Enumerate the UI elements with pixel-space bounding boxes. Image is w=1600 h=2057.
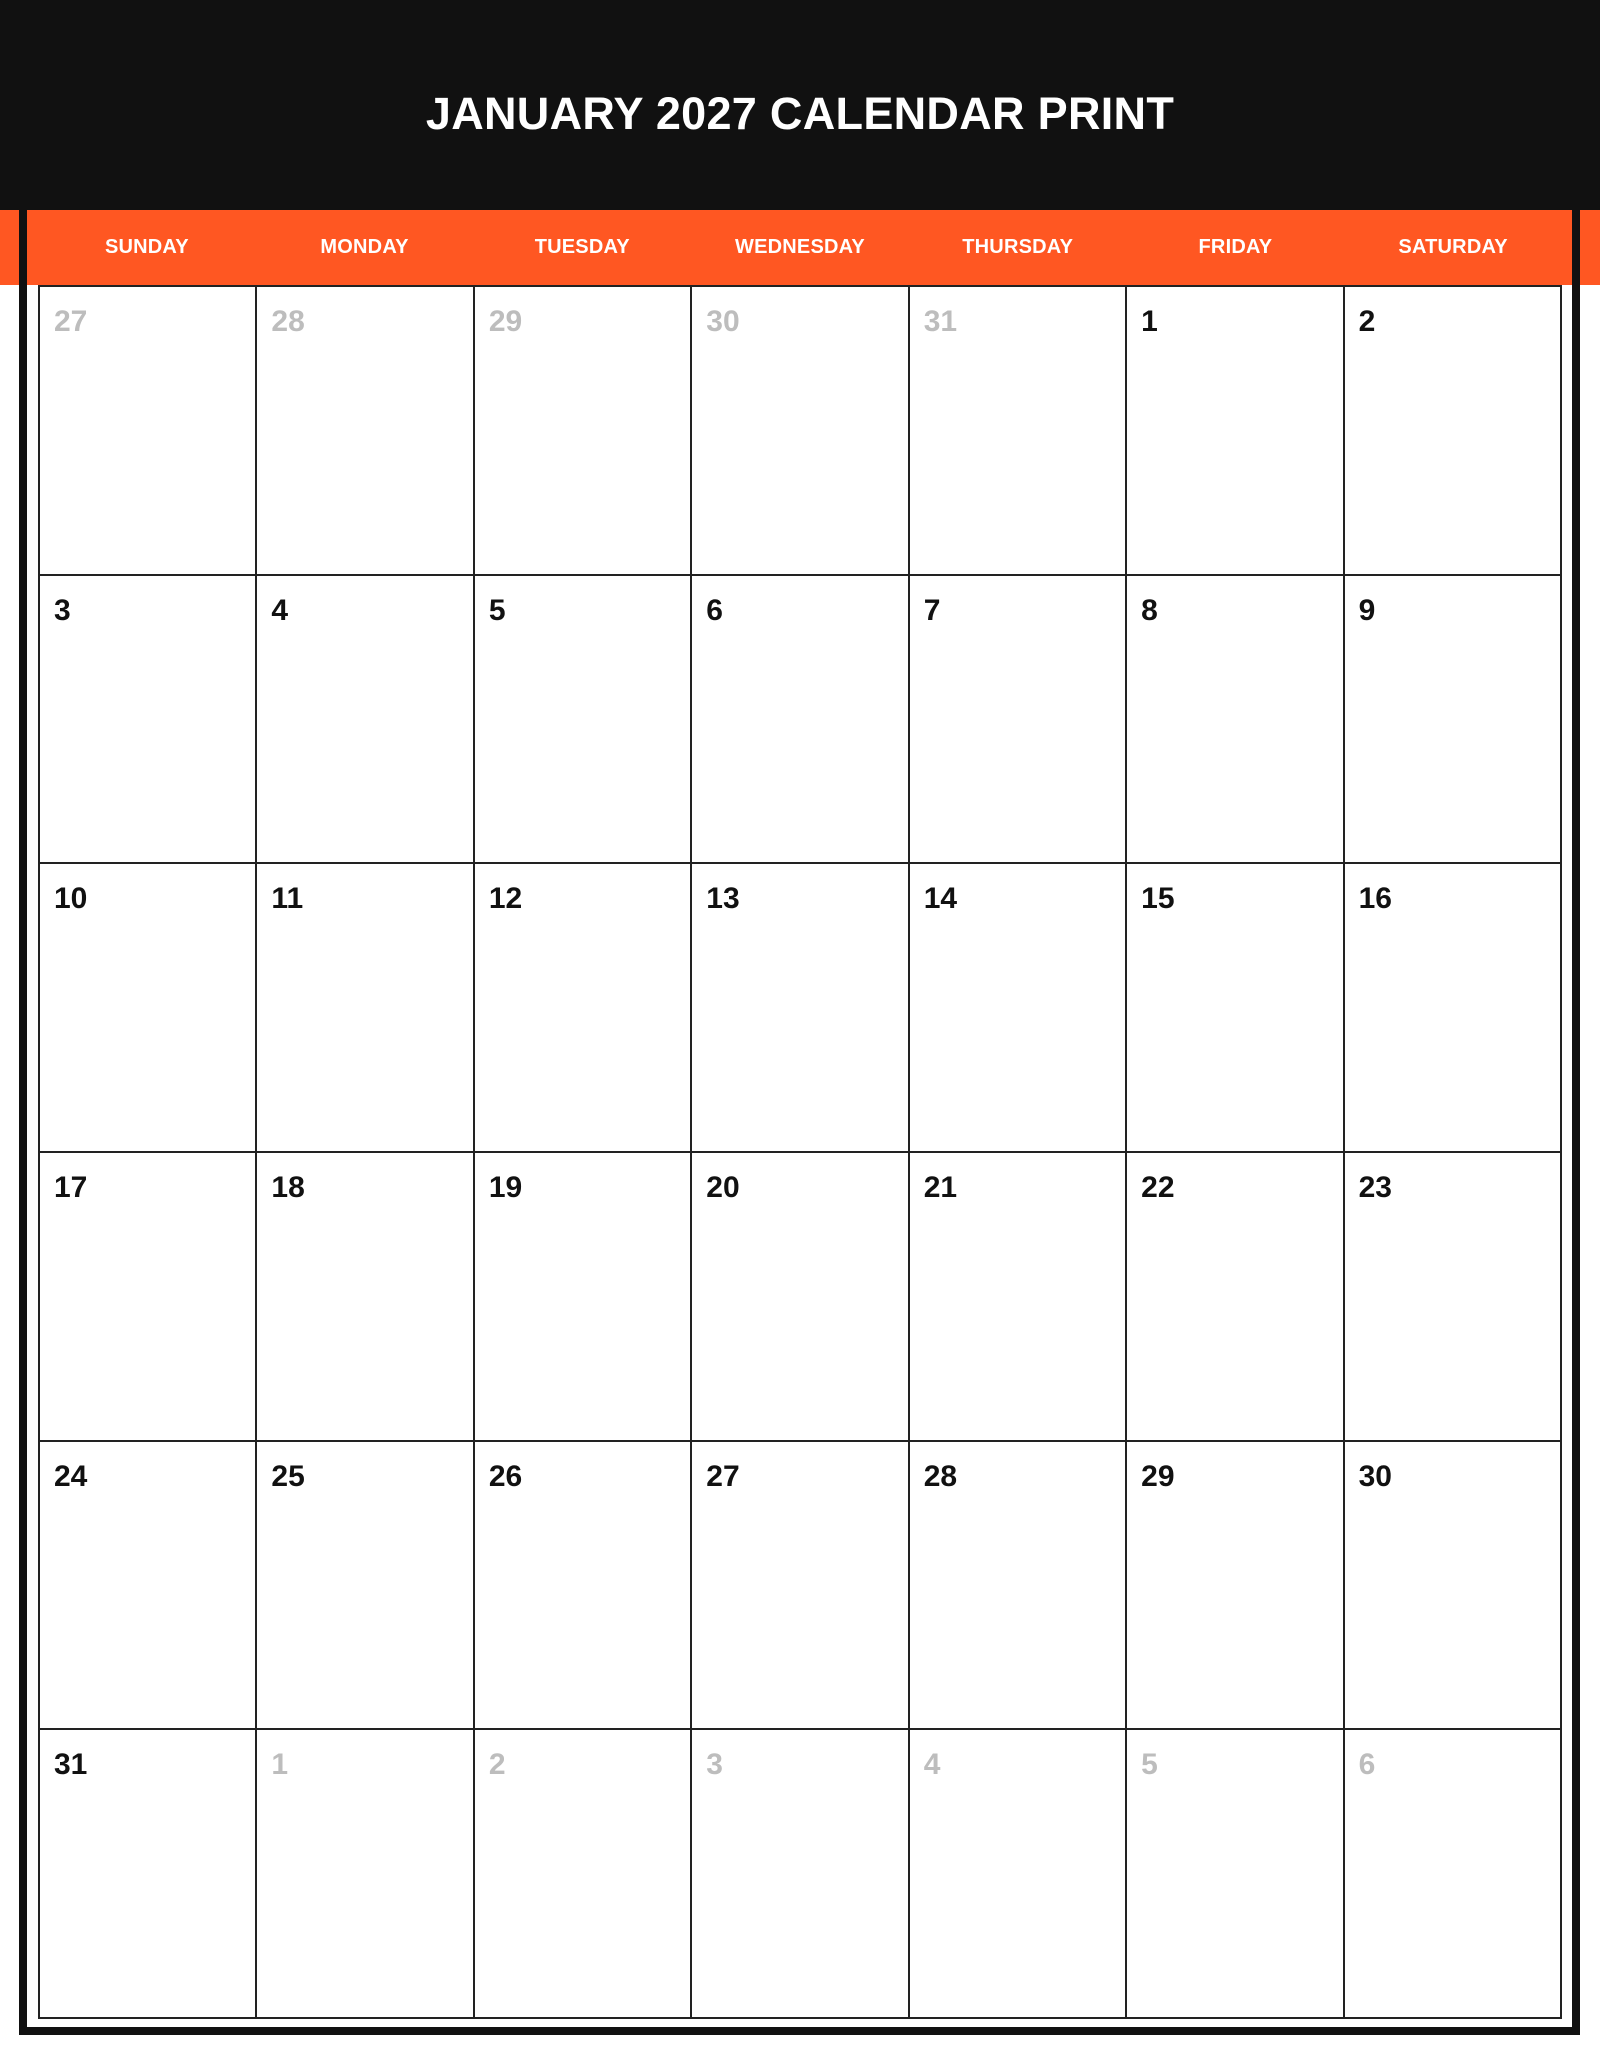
day-cell[interactable] bbox=[1345, 576, 1562, 865]
day-number: 13 bbox=[706, 882, 740, 916]
weekday-friday: FRIDAY bbox=[1198, 236, 1273, 258]
day-number: 22 bbox=[1141, 1170, 1175, 1204]
day-cell[interactable] bbox=[257, 287, 474, 576]
day-cell[interactable] bbox=[1345, 864, 1562, 1153]
day-cell[interactable] bbox=[910, 287, 1127, 576]
day-cell[interactable] bbox=[1127, 1153, 1344, 1442]
day-cell[interactable] bbox=[692, 864, 909, 1153]
day-number: 31 bbox=[923, 305, 958, 338]
day-cell[interactable] bbox=[910, 576, 1127, 865]
day-cell[interactable] bbox=[475, 864, 692, 1153]
day-number: 24 bbox=[54, 1459, 88, 1493]
day-cell[interactable] bbox=[910, 1442, 1127, 1731]
day-cell[interactable] bbox=[257, 1442, 474, 1731]
weekday-header bbox=[38, 210, 1562, 285]
day-cell[interactable] bbox=[692, 1442, 909, 1731]
weekday-saturday: SATURDAY bbox=[1398, 236, 1508, 258]
day-cell[interactable] bbox=[692, 576, 909, 865]
day-cell[interactable] bbox=[910, 864, 1127, 1153]
day-number: 29 bbox=[1141, 1459, 1175, 1493]
day-cell[interactable] bbox=[257, 576, 474, 865]
day-cell[interactable] bbox=[40, 1153, 257, 1442]
day-number: 7 bbox=[923, 593, 941, 627]
day-cell[interactable] bbox=[257, 1730, 474, 2019]
day-number: 30 bbox=[1358, 1459, 1392, 1493]
day-number: 14 bbox=[923, 882, 958, 916]
day-number: 11 bbox=[271, 882, 304, 916]
day-number: 10 bbox=[54, 882, 88, 916]
day-number: 6 bbox=[1358, 1748, 1376, 1782]
day-cell[interactable] bbox=[910, 1153, 1127, 1442]
day-cell[interactable] bbox=[1127, 1442, 1344, 1731]
day-number: 27 bbox=[54, 305, 88, 338]
weekday-thursday: THURSDAY bbox=[962, 236, 1074, 258]
day-cell[interactable] bbox=[475, 1442, 692, 1731]
day-cell[interactable] bbox=[257, 1153, 474, 1442]
day-number: 28 bbox=[271, 305, 305, 338]
day-number: 31 bbox=[54, 1748, 88, 1782]
day-number: 27 bbox=[706, 1459, 740, 1493]
day-number: 4 bbox=[923, 1748, 941, 1782]
day-cell[interactable] bbox=[1127, 576, 1344, 865]
day-number: 5 bbox=[488, 593, 506, 627]
day-number: 28 bbox=[923, 1459, 958, 1493]
day-cell[interactable] bbox=[475, 1153, 692, 1442]
weekday-monday: MONDAY bbox=[320, 236, 409, 258]
day-number: 29 bbox=[488, 305, 523, 338]
weekday-sunday: SUNDAY bbox=[104, 236, 189, 258]
weekday-tuesday: TUESDAY bbox=[534, 236, 630, 258]
day-cell[interactable] bbox=[1127, 1730, 1344, 2019]
day-number: 1 bbox=[1141, 305, 1158, 338]
day-number: 30 bbox=[706, 305, 740, 338]
day-number: 9 bbox=[1358, 593, 1376, 627]
day-cell[interactable] bbox=[475, 1730, 692, 2019]
day-number: 16 bbox=[1358, 882, 1392, 916]
day-number: 2 bbox=[488, 1748, 506, 1782]
day-cell[interactable] bbox=[40, 1730, 257, 2019]
day-cell[interactable] bbox=[475, 287, 692, 576]
day-cell[interactable] bbox=[910, 1730, 1127, 2019]
day-number: 3 bbox=[54, 593, 71, 627]
day-cell[interactable] bbox=[40, 576, 257, 865]
day-number: 18 bbox=[271, 1170, 305, 1204]
day-number: 1 bbox=[271, 1748, 289, 1782]
day-number: 15 bbox=[1141, 882, 1175, 916]
day-cell[interactable] bbox=[40, 864, 257, 1153]
day-number: 8 bbox=[1141, 593, 1158, 627]
day-cell[interactable] bbox=[1127, 287, 1344, 576]
day-number: 5 bbox=[1141, 1748, 1158, 1782]
day-cell[interactable] bbox=[40, 287, 257, 576]
calendar-grid bbox=[38, 285, 1562, 2019]
day-number: 6 bbox=[706, 593, 723, 627]
day-cell[interactable] bbox=[1345, 1730, 1562, 2019]
day-number: 3 bbox=[706, 1748, 723, 1782]
day-number: 17 bbox=[54, 1170, 88, 1204]
day-number: 4 bbox=[271, 593, 289, 627]
day-cell[interactable] bbox=[257, 864, 474, 1153]
day-number: 19 bbox=[488, 1170, 523, 1204]
page-title: JANUARY 2027 CALENDAR PRINT bbox=[425, 88, 1175, 139]
day-cell[interactable] bbox=[692, 1153, 909, 1442]
day-number: 20 bbox=[706, 1170, 740, 1204]
day-number: 23 bbox=[1358, 1170, 1392, 1204]
day-number: 21 bbox=[923, 1170, 958, 1204]
day-cell[interactable] bbox=[1127, 864, 1344, 1153]
day-number: 12 bbox=[488, 882, 523, 916]
day-cell[interactable] bbox=[40, 1442, 257, 1731]
day-number: 2 bbox=[1358, 305, 1376, 338]
day-cell[interactable] bbox=[692, 1730, 909, 2019]
day-number: 25 bbox=[271, 1459, 305, 1493]
weekday-wednesday: WEDNESDAY bbox=[735, 236, 865, 258]
day-cell[interactable] bbox=[1345, 287, 1562, 576]
day-cell[interactable] bbox=[475, 576, 692, 865]
day-cell[interactable] bbox=[1345, 1442, 1562, 1731]
day-number: 26 bbox=[488, 1459, 523, 1493]
day-cell[interactable] bbox=[1345, 1153, 1562, 1442]
day-cell[interactable] bbox=[692, 287, 909, 576]
